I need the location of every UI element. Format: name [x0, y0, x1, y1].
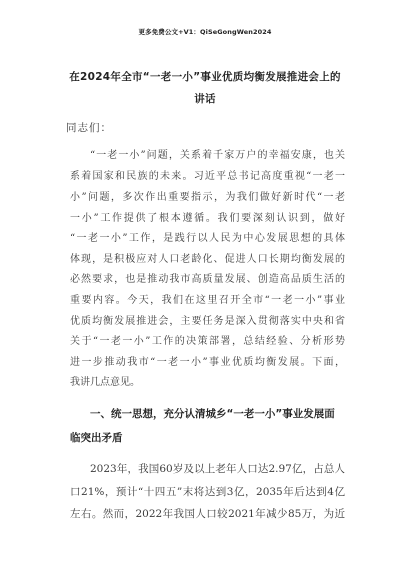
paragraph-line: 2023年，我国60岁及以上老年人口达2.97亿，占总人: [90, 463, 345, 475]
paragraph-line: 必然要求，也是推动我市高质量发展、创造高品质生活的: [70, 274, 345, 286]
header-note: 更多免费公文+V1：QiSeGongWen2024: [138, 28, 272, 36]
paragraph-line: 体现，是积极应对人口老龄化、促进人口长期均衡发展的: [70, 253, 345, 265]
paragraph-line: “一老一小”问题，关系着千家万户的幸福安康，也关: [90, 150, 345, 161]
section-heading-1: [70, 402, 350, 450]
section-heading-line-2: 临突出矛盾: [70, 432, 123, 444]
title-line-2: 讲话: [194, 93, 216, 105]
title-line-1: 在2024年全市“一老一小”事业优质均衡发展推进会上的: [69, 71, 341, 83]
paragraph-line: 我讲几点意见。: [70, 377, 140, 389]
speech-title: [48, 66, 362, 110]
section-heading-line-1: 一、统一思想，充分认清城乡“一老一小”事业发展面: [90, 408, 335, 420]
paragraph-line: 关于“一老一小”工作的决策部署，总结经验、分析形势: [70, 336, 345, 348]
paragraph-line: 左右。然而，2022年我国人口较2021年减少85万，为近: [70, 508, 345, 520]
paragraph-line: 进一步推动我市“一老一小”事业优质均衡发展。下面，: [70, 356, 345, 368]
paragraph-line: 优质均衡发展推进会，主要任务是深入贯彻落实中央和省: [70, 315, 345, 327]
salutation: 同志们：: [66, 122, 112, 134]
paragraph-1: [70, 146, 345, 187]
paragraph-line: 系着国家和民族的未来。习近平总书记高度重视“一老一: [70, 170, 345, 182]
paragraph-2: [70, 188, 345, 394]
paragraph-line: 口21%，预计“十四五”末将达到3亿，2035年后达到4亿: [70, 485, 345, 498]
paragraph-line: 重要内容。今天，我们在这里召开全市“一老一小”事业: [70, 294, 345, 306]
paragraph-line: “一老一小”工作，是践行以人民为中心发展思想的具体: [70, 233, 345, 245]
paragraph-line: 小”问题，多次作出重要指示，为我们做好新时代“一老: [70, 192, 345, 203]
paragraph-line: 一小”工作提供了根本遵循。我们要深刻认识到，做好: [70, 212, 345, 224]
paragraph-3: [70, 458, 345, 526]
